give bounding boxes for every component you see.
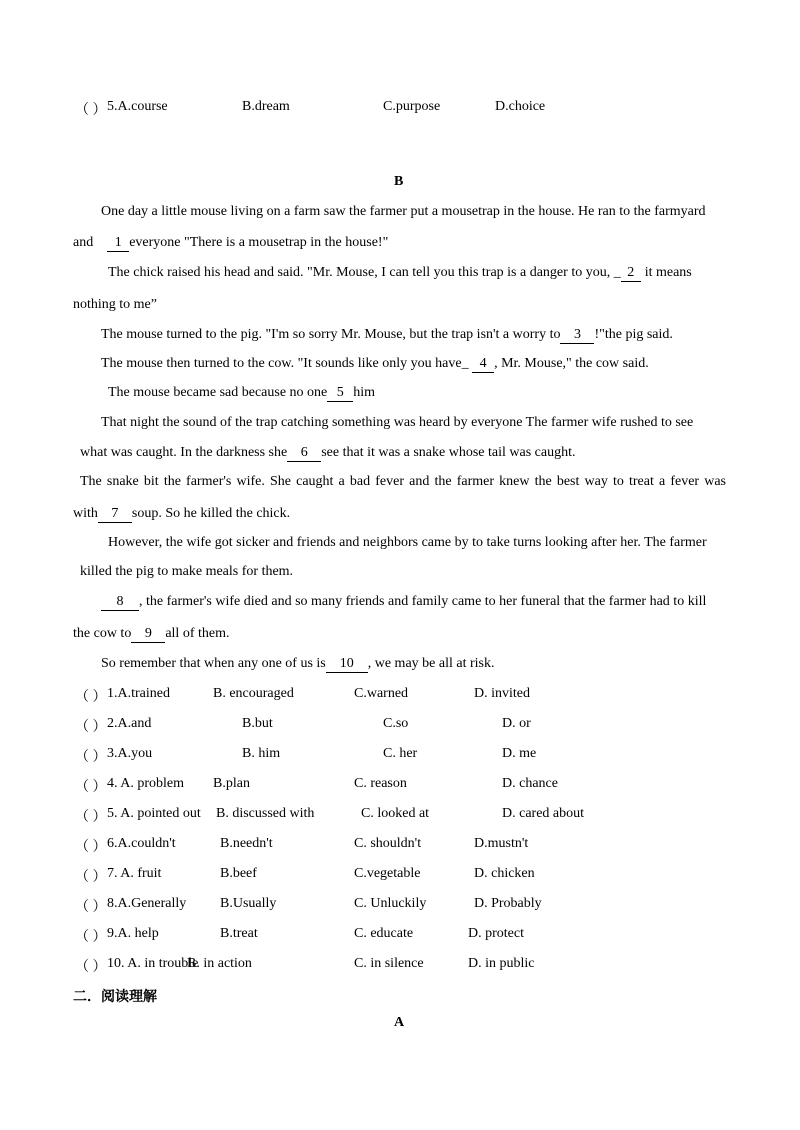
passage-line-16: So remember that when any one of us is 10 , we may be all at risk. [101,656,495,671]
passage-line-1: One day a little mouse living on a farm saw the farmer put a mousetrap in the house. He ran to the farmyard [101,204,706,219]
option-row-9-b: B.treat [220,926,258,941]
option-row-2-paren: （ ） [75,720,107,735]
option-row-10-a: 10. A. in trouble [107,956,199,971]
option-row-6-c: C. shouldn't [354,836,422,851]
option-row-4-a: 4. A. problem [107,776,184,791]
option-a: 5.A.course [107,99,168,114]
option-row-1-c: C.warned [354,686,409,701]
passage-line-12: However, the wife got sicker and friends and neighbors came by to take turns looking after her. The farmer [108,535,707,550]
option-row-6-paren: （ ） [75,840,107,855]
option-b: B.dream [242,99,290,114]
option-row-4-b: B.plan [213,776,250,791]
option-row-6-a: 6.A.couldn't [107,836,176,851]
option-row-2-b: B.but [242,716,273,731]
blank-3: 3 [560,327,594,344]
passage-line-13: killed the pig to make meals for them. [80,564,294,579]
passage-line-11: with 7 soup. So he killed the chick. [73,506,291,521]
passage-line-4: nothing to me” [73,297,157,312]
option-row-1-a: 1.A.trained [107,686,170,701]
section-b-title: B [394,174,404,189]
option-row-8-b: B.Usually [220,896,277,911]
option-row-10-b: B. in action [187,956,252,971]
option-row-9-d: D. protect [468,926,524,941]
option-row-5-c: C. looked at [361,806,430,821]
blank-10: 10 [326,656,368,673]
option-row-6-d: D.mustn't [474,836,529,851]
option-row-2-c: C.so [383,716,409,731]
section-two-title: 二．阅读理解 [73,990,157,1005]
option-row-8-paren: （ ） [75,900,107,915]
option-row-6-b: B.needn't [220,836,273,851]
passage-line-10: The snake bit the farmer's wife. She caught a bad fever and the farmer knew the best way to treat a fever was [80,474,726,489]
passage-line-15: the cow to 9 all of them. [73,626,230,641]
option-row-5-paren: （ ） [75,810,107,825]
passage-line-7: The mouse became sad because no one 5 him [108,385,376,400]
passage-line-3: The chick raised his head and said. "Mr. Mouse, I can tell you this trap is a danger to you, _ 2 it means [108,265,692,280]
option-row-8-d: D. Probably [474,896,542,911]
option-row-3-d: D. me [502,746,537,761]
option-row-1-b: B. encouraged [213,686,294,701]
option-row-2-d: D. or [502,716,531,731]
option-c: C.purpose [383,99,441,114]
option-row-9-paren: （ ） [75,930,107,945]
passage-line-8: That night the sound of the trap catching something was heard by everyone The farmer wife rushed to see [101,415,694,430]
passage-line-5: The mouse turned to the pig. "I'm so sorry Mr. Mouse, but the trap isn't a worry to 3 !"the pig said. [101,327,673,342]
option-row-7-d: D. chicken [474,866,535,881]
option-row-10-paren: （ ） [75,960,107,975]
option-row-5-b: B. discussed with [216,806,315,821]
option-row-1-d: D. invited [474,686,530,701]
option-row-8-a: 8.A.Generally [107,896,187,911]
option-row-5-d: D. cared about [502,806,585,821]
option-row-7-paren: （ ） [75,870,107,885]
passage-line-6: The mouse then turned to the cow. "It sounds like only you have_ 4 , Mr. Mouse," the cow said. [101,356,649,371]
option-row-10-d: D. in public [468,956,535,971]
passage-line-14: 8 , the farmer's wife died and so many friends and family came to her funeral that the farmer had to kill [101,594,706,611]
option-row-5-a: 5. A. pointed out [107,806,201,821]
blank-2: 2 [621,265,641,282]
blank-9: 9 [131,626,165,643]
option-row-1-paren: （ ） [75,690,107,705]
blank-1: 1 [107,235,129,252]
blank-7: 7 [98,506,132,523]
option-row-2-a: 2.A.and [107,716,152,731]
passage-line-2: and 1 everyone "There is a mousetrap in the house!" [73,235,389,250]
option-row-4-d: D. chance [502,776,558,791]
option-paren: （ ） [75,103,107,118]
blank-5: 5 [327,385,353,402]
option-row-4-c: C. reason [354,776,407,791]
blank-4: 4 [472,356,494,373]
option-row-9-a: 9.A. help [107,926,159,941]
option-row-3-a: 3.A.you [107,746,153,761]
blank-8: 8 [101,594,139,611]
option-row-8-c: C. Unluckily [354,896,427,911]
option-row-7-b: B.beef [220,866,257,881]
option-row-3-b: B. him [242,746,281,761]
option-row-7-c: C.vegetable [354,866,421,881]
option-row-10-c: C. in silence [354,956,424,971]
option-row-9-c: C. educate [354,926,414,941]
option-row-4-paren: （ ） [75,780,107,795]
option-row-3-paren: （ ） [75,750,107,765]
blank-6: 6 [287,445,321,462]
section-a-title: A [394,1015,405,1030]
option-d: D.choice [495,99,546,114]
option-row-7-a: 7. A. fruit [107,866,162,881]
passage-line-9: what was caught. In the darkness she 6 see that it was a snake whose tail was caught. [80,445,576,460]
option-row-3-c: C. her [383,746,418,761]
